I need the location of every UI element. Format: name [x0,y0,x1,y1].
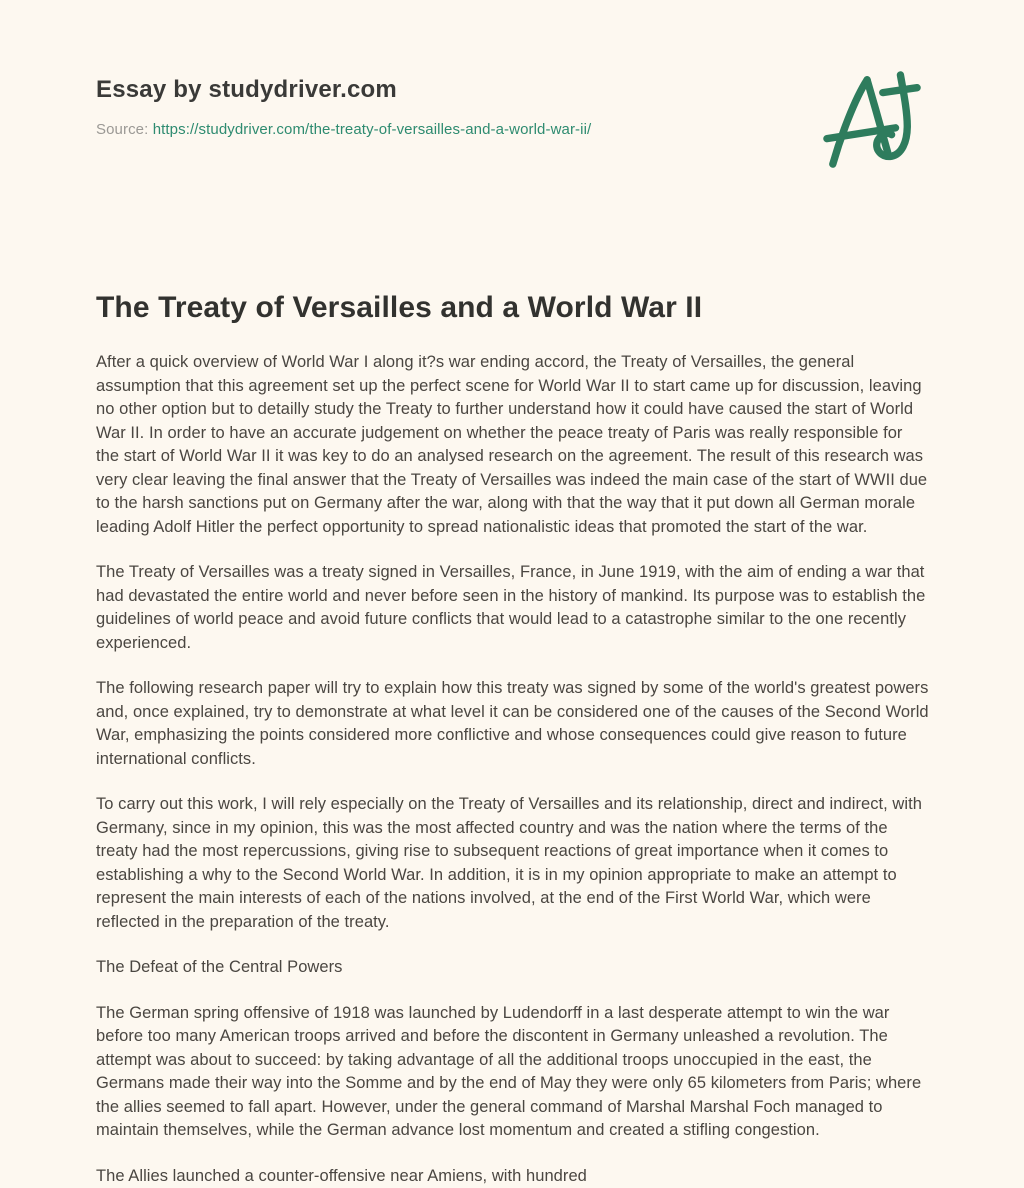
essay-paragraph: The Defeat of the Central Powers [96,956,929,980]
source-url-link[interactable]: https://studydriver.com/the-treaty-of-versailles-and-a-world-war-ii/ [153,121,592,138]
source-label: Source: [96,121,148,138]
essay-paragraph: The Allies launched a counter-offensive near Amiens, with hundred [96,1165,929,1188]
header-text-block [96,76,591,138]
essay-title: The Treaty of Versailles and a World War II [96,291,929,325]
essay-paragraph: After a quick overview of World War I along it?s war ending accord, the Treaty of Versailles, the general assumption that this agreement set up the perfect scene for World War II to start came up for discussion, leaving no other option but to detailly study the Treaty to further understand how it could have caused the start of World War II. In order to have an accurate judgement on whether the peace treaty of Paris was really responsible for the start of World War II it was key to do an analysed research on the agreement. The result of this research was very clear leaving the final answer that the Treaty of Versailles was indeed the main case of the start of WWII due to the harsh sanctions put on Germany after the war, along with that the way that it put down all German morale leading Adolf Hitler the perfect opportunity to spread nationalistic ideas that promoted the start of the war. [96,351,929,539]
essay-paragraph: The following research paper will try to explain how this treaty was signed by some of the world's greatest powers and, once explained, try to demonstrate at what level it can be considered one of the causes of the Second World War, emphasizing the points considered more conflictive and whose consequences could give reason to future international conflicts. [96,677,929,771]
a-plus-logo-icon [823,70,921,172]
page-header [96,76,929,177]
essay-body [96,351,929,1188]
essay-paragraph: The Treaty of Versailles was a treaty signed in Versailles, France, in June 1919, with the aim of ending a war that had devastated the entire world and never before seen in the history of mankind. Its purpose was to establish the guidelines of world peace and avoid future conflicts that would lead to a catastrophe similar to the one recently experienced. [96,561,929,655]
studydriver-logo [823,70,921,177]
essay-paragraph: The German spring offensive of 1918 was launched by Ludendorff in a last desperate attempt to win the war before too many American troops arrived and before the discontent in Germany unleashed a revolution. The attempt was about to succeed: by taking advantage of all the additional troops unoccupied in the east, the Germans made their way into the Somme and by the end of May they were only 65 kilometers from Paris; where the allies seemed to fall apart. However, under the general command of Marshal Marshal Foch managed to maintain themselves, while the German advance lost momentum and created a stifling congestion. [96,1002,929,1143]
document-heading: Essay by studydriver.com [96,76,591,104]
essay-paragraph: To carry out this work, I will rely especially on the Treaty of Versailles and its relationship, direct and indirect, with Germany, since in my opinion, this was the most affected country and was the nation where the terms of the treaty had the most repercussions, giving rise to subsequent reactions of great importance when it comes to establishing a why to the Second World War. In addition, it is in my opinion appropriate to make an attempt to represent the main interests of each of the nations involved, at the end of the First World War, which were reflected in the preparation of the treaty. [96,793,929,934]
source-line [96,121,591,138]
